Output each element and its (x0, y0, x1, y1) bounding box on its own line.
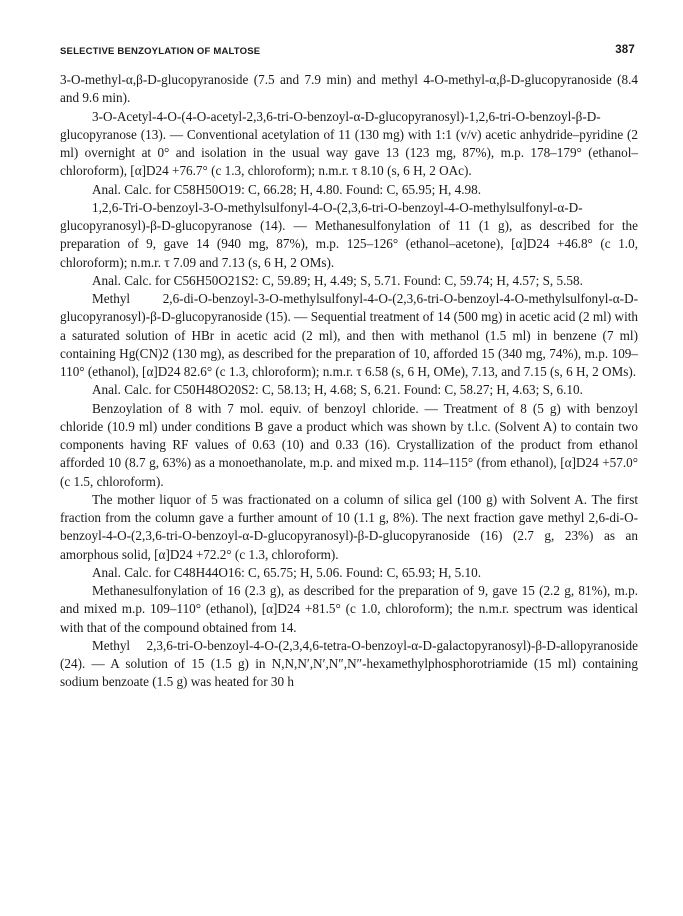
body-text (60, 71, 638, 692)
paragraph-compound-14: 1,2,6-Tri-O-benzoyl-3-O-methylsulfonyl-4-O-(2,3,6-tri-O-benzoyl-4-O-methylsulfonyl-α-D-glucopyranosyl)-β-D-glucopyranose (14). — Methanesulfonylation of 11 (1 g), as described for the preparation of 9, gave 14 (940 mg, 87%), m.p. 125–126° (ethanol–acetone), [α]D24 +46.8° (c 1.0, chloroform); n.m.r. τ 7.09 and 7.13 (s, 6 H, 2 OMs). (60, 199, 638, 270)
paragraph-anal-14: Anal. Calc. for C56H50O21S2: C, 59.89; H, 4.49; S, 5.71. Found: C, 59.74; H, 4.57; S, 5.58. (92, 272, 583, 288)
page-number: 387 (615, 44, 635, 56)
paragraph-continuation: 3-O-methyl-α,β-D-glucopyranoside (7.5 and 7.9 min) and methyl 4-O-methyl-α,β-D-glucopyranoside (8.4 and 9.6 min). (60, 72, 638, 106)
paragraph-anal-15: Anal. Calc. for C50H48O20S2: C, 58.13; H, 4.68; S, 6.21. Found: C, 58.27; H, 4.63; S, 6.10. (92, 382, 583, 398)
paragraph-benzoylation-8: Benzoylation of 8 with 7 mol. equiv. of benzoyl chloride. — Treatment of 8 (5 g) with benzoyl chloride (10.9 ml) under conditions B gave a product which was shown by t.l.c. (Solvent A) to contain two components having RF values of 0.63 (10) and 0.33 (16). Crystallization of the product from ethanol afforded 10 (8.7 g, 63%) as a monoethanolate, m.p. and mixed m.p. 114–115° (from ethanol), [α]D24 +57.0° (c 1.5, chloroform). (60, 400, 638, 489)
page-header (60, 44, 635, 62)
running-title: SELECTIVE BENZOYLATION OF MALTOSE (60, 46, 261, 57)
paragraph-methanesulfonylation-16: Methanesulfonylation of 16 (2.3 g), as described for the preparation of 9, gave 15 (2.2 g, 81%), m.p. and mixed m.p. 109–110° (ethanol), [α]D24 +81.5° (c 1.0, chloroform); the n.m.r. spectrum was identical with that of the compound obtained from 14. (60, 583, 638, 635)
paragraph-mother-liquor: The mother liquor of 5 was fractionated on a column of silica gel (100 g) with Solvent A. The first fraction from the column gave a further amount of 10 (1.1 g, 8%). The next fraction gave methyl 2,6-di-O-benzoyl-4-O-(2,3,6-tri-O-benzoyl-α-D-glucopyranosyl)-β-D-glucopyranoside (16) (2.7 g, 23%) as an amorphous solid, [α]D24 +72.2° (c 1.3, chloroform). (60, 491, 638, 562)
paragraph-anal-16: Anal. Calc. for C48H44O16: C, 65.75; H, 5.06. Found: C, 65.93; H, 5.10. (92, 564, 482, 580)
paragraph-compound-13: 3-O-Acetyl-4-O-(4-O-acetyl-2,3,6-tri-O-benzoyl-α-D-glucopyranosyl)-1,2,6-tri-O-benzoyl-β-D-glucopyranose (13). — Conventional acetylation of 11 (130 mg) with 1:1 (v/v) acetic anhydride–pyridine (2 ml) overnight at 0° and isolation in the usual way gave 13 (123 mg, 87%), m.p. 178–179° (ethanol–chloroform), [α]D24 +76.7° (c 1.3, chloroform); n.m.r. τ 8.10 (s, 6 H, 2 OAc). (60, 108, 638, 179)
paragraph-anal-13: Anal. Calc. for C58H50O19: C, 66.28; H, 4.80. Found: C, 65.95; H, 4.98. (92, 181, 482, 197)
paragraph-compound-15: Methyl 2,6-di-O-benzoyl-3-O-methylsulfonyl-4-O-(2,3,6-tri-O-benzoyl-4-O-methylsulfonyl-α-D-glucopyranosyl)-β-D-glucopyranoside (15). — Sequential treatment of 14 (500 mg) in acetic acid (2 ml) with a saturated solution of HBr in acetic acid (2 ml), and then with methanol (1.5 ml) in benzene (7 ml) containing Hg(CN)2 (130 mg), as described for the preparation of 10, afforded 15 (340 mg, 74%), m.p. 109–110° (ethanol), [α]D24 82.6° (c 1.3, chloroform); n.m.r. τ 6.58 (s, 6 H, OMe), 7.13, and 7.15 (s, 6 H, 2 OMs). (60, 291, 638, 379)
paragraph-compound-24: Methyl 2,3,6-tri-O-benzoyl-4-O-(2,3,4,6-tetra-O-benzoyl-α-D-galactopyranosyl)-β-D-allopyranoside (24). — A solution of 15 (1.5 g) in N,N,N′,N′,N″,N″-hexamethylphosphorotriamide (15 ml) containing sodium benzoate (1.5 g) was heated for 30 h (60, 637, 638, 690)
